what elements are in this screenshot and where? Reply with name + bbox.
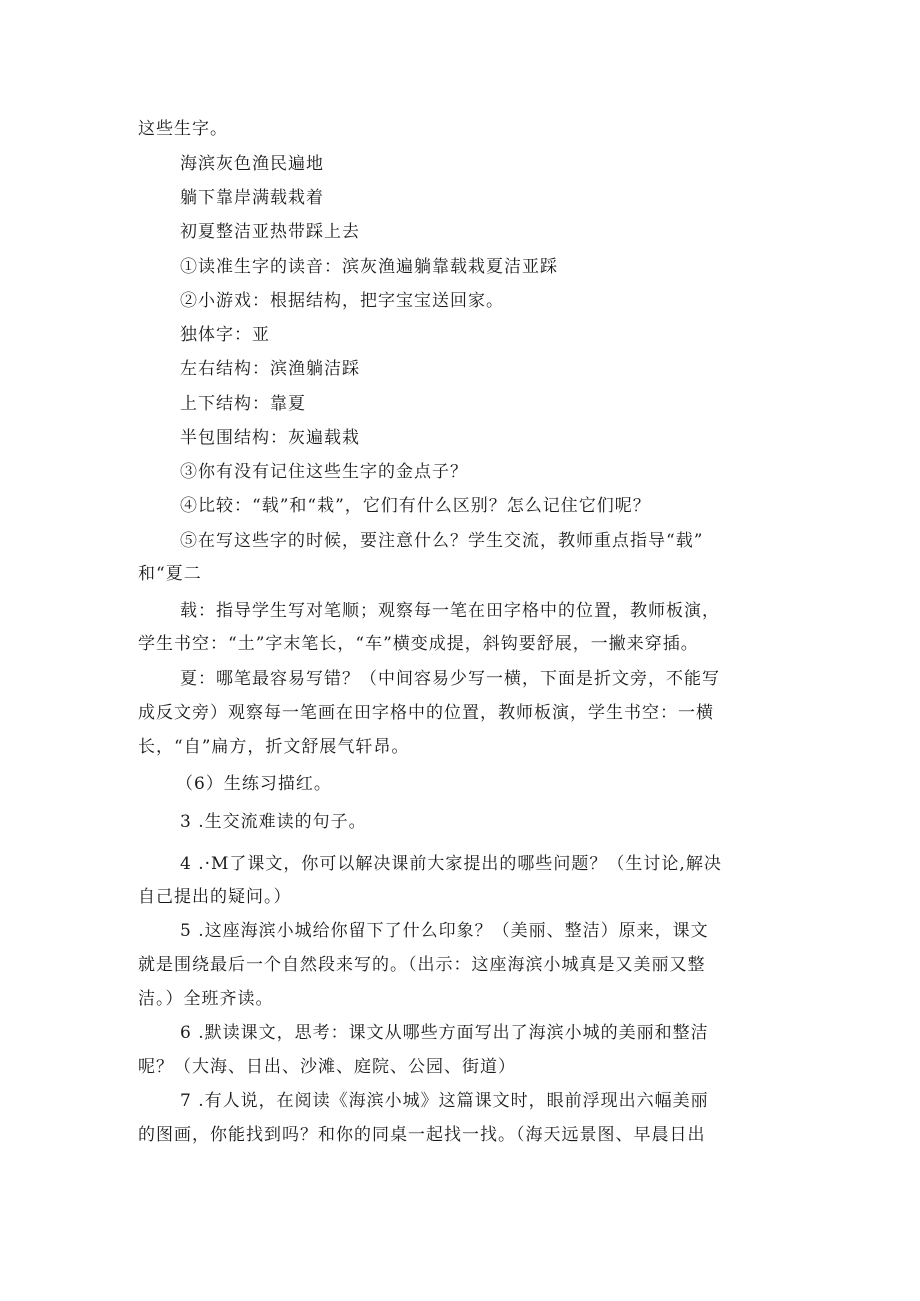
- text-line: 就是围绕最后一个自然段来写的。（出示：这座海滨小城真是又美丽又整: [138, 955, 706, 975]
- text-line: 躺下靠岸满载栽着: [180, 188, 324, 208]
- text-line: 和“夏二: [138, 564, 202, 584]
- text-line: 3 .生交流难读的句子。: [180, 812, 367, 832]
- text-line: 成反文旁）观察每一笔画在田字格中的位置，教师板演，学生书空：一横: [138, 703, 714, 723]
- text-line: 这些生字。: [138, 119, 228, 139]
- text-line: 洁。）全班齐读。: [138, 989, 274, 1009]
- text-line: 上下结构：靠夏: [180, 394, 306, 414]
- text-line: 载：指导学生写对笔顺；观察每一笔在田字格中的位置，教师板演，: [180, 601, 720, 621]
- text-line: 4 .·M了课文，你可以解决课前大家提出的哪些问题？（生讨论,解决: [180, 854, 722, 874]
- text-line: 自己提出的疑问。）: [138, 887, 292, 907]
- text-line: ②小游戏：根据结构，把字宝宝送回家。: [180, 291, 504, 311]
- text-line: （6）生练习描红。: [176, 774, 332, 794]
- text-line: ④比较：“载”和“栽”，它们有什么区别？怎么记住它们呢？: [180, 496, 651, 516]
- text-line: ③你有没有记住这些生字的金点子？: [180, 462, 468, 482]
- text-line: 长，“自”扁方，折文舒展气轩昂。: [138, 737, 410, 757]
- text-line: 海滨灰色渔民遍地: [180, 154, 324, 174]
- text-line: 6 .默读课文，思考：课文从哪些方面写出了海滨小城的美丽和整洁: [180, 1023, 709, 1043]
- text-line: 5 .这座海滨小城给你留下了什么印象？（美丽、整洁）原来，课文: [180, 921, 709, 941]
- text-line: 7 .有人说，在阅读《海滨小城》这篇课文时，眼前浮现出六幅美丽: [180, 1091, 709, 1111]
- text-line: 呢？（大海、日出、沙滩、庭院、公园、街道）: [138, 1057, 516, 1077]
- text-line: 左右结构：滨渔躺洁踩: [180, 359, 360, 379]
- text-line: 夏：哪笔最容易写错？（中间容易少写一横，下面是折文旁，不能写: [180, 669, 720, 689]
- text-line: ①读准生字的读音：滨灰渔遍躺靠载栽夏洁亚踩: [180, 257, 558, 277]
- text-line: 独体字：亚: [180, 325, 270, 345]
- text-line: 学生书空：“土”字末笔长，“车”横变成提，斜钩要舒展，一撇来穿插。: [138, 634, 699, 654]
- text-line: 半包围结构：灰遍载栽: [180, 428, 360, 448]
- text-line: 的图画，你能找到吗？和你的同桌一起找一找。（海天远景图、早晨日出: [138, 1125, 706, 1145]
- text-line: 初夏整洁亚热带踩上去: [180, 222, 360, 242]
- text-line: ⑤在写这些字的时候，要注意什么？学生交流，教师重点指导“载”: [180, 531, 704, 551]
